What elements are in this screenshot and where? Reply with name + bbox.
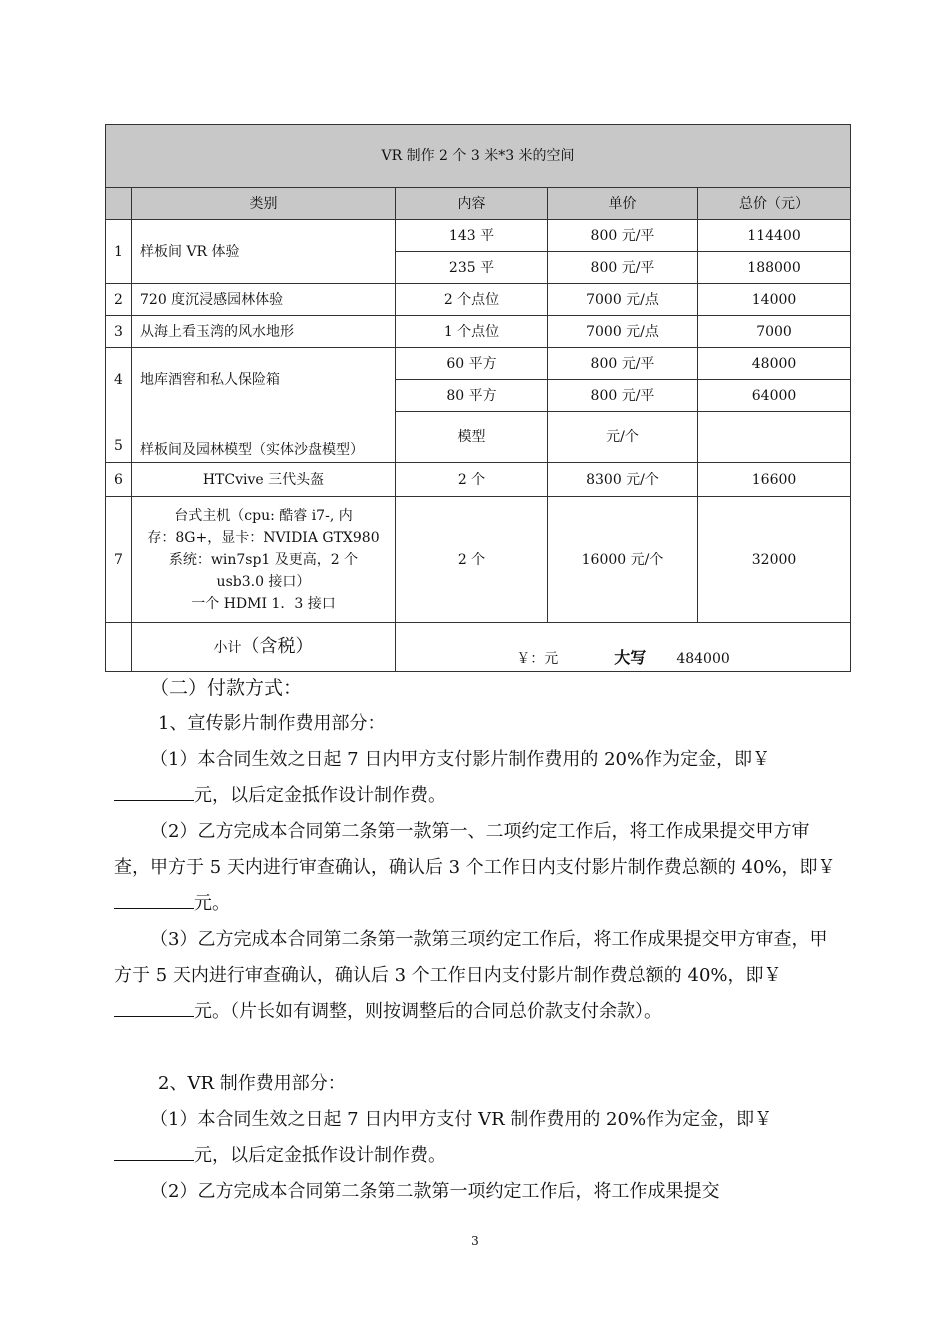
row-content: 2 个 — [396, 463, 548, 497]
row-number: 7 — [106, 497, 132, 623]
payment-heading: （二）付款方式： — [150, 677, 303, 699]
category-line: 存：8G+，显卡：NVIDIA GTX980 — [147, 529, 380, 546]
row-category: 从海上看玉湾的风水地形 — [132, 316, 396, 348]
row-content: 235 平 — [396, 252, 548, 284]
row-category: HTCvive 三代头盔 — [132, 463, 396, 497]
subtotal-value: 484000 — [676, 651, 730, 667]
row-total: 114400 — [698, 220, 851, 252]
header-category: 类别 — [132, 188, 396, 220]
page-number: 3 — [471, 1234, 479, 1248]
row-total: 32000 — [698, 497, 851, 623]
row-category: 地库酒窖和私人保险箱 — [132, 348, 396, 412]
row-number: 3 — [106, 316, 132, 348]
vr-fee-heading: 2、VR 制作费用部分： — [158, 1073, 346, 1094]
row-total: 14000 — [698, 284, 851, 316]
header-unit-price: 单价 — [548, 188, 698, 220]
row-total: 64000 — [698, 380, 851, 412]
category-line: 台式主机（cpu: 酷睿 i7-, 内 — [174, 507, 353, 524]
row-content: 模型 — [396, 412, 548, 463]
subtotal-label — [132, 623, 396, 672]
paragraph-video-2: （2）乙方完成本合同第二条第一款第一、二项约定工作后，将工作成果提交甲方审查，甲方于 5 天内进行审查确认，确认后 3 个工作日内支付影片制作费总额的 40%，即￥元。 — [114, 821, 836, 914]
row-content: 60 平方 — [396, 348, 548, 380]
row-total: 48000 — [698, 348, 851, 380]
category-line: usb3.0 接口） — [216, 573, 311, 590]
header-content: 内容 — [396, 188, 548, 220]
amount-blank[interactable] — [114, 996, 194, 1017]
subtotal-currency: ￥：元 — [516, 651, 559, 667]
row-total — [698, 412, 851, 463]
row-content: 2 个点位 — [396, 284, 548, 316]
subtotal-daxie: 大写 — [614, 648, 647, 667]
category-line: 一个 HDMI 1．3 接口 — [191, 595, 336, 612]
subtotal-blank — [106, 623, 132, 672]
subtotal-label-b: （含税） — [241, 635, 314, 657]
row-total: 16600 — [698, 463, 851, 497]
row-price: 7000 元/点 — [548, 316, 698, 348]
row-price: 7000 元/点 — [548, 284, 698, 316]
row-price: 16000 元/个 — [548, 497, 698, 623]
amount-blank[interactable] — [114, 888, 194, 909]
row-number: 4 — [106, 348, 132, 412]
category-line: 系统：win7sp1 及更高，2 个 — [168, 551, 359, 568]
row-number: 1 — [106, 220, 132, 284]
table-title: VR 制作 2 个 3 米*3 米的空间 — [106, 125, 851, 188]
row-content: 2 个 — [396, 497, 548, 623]
subtotal-amount — [396, 623, 851, 672]
paragraph-video-3: （3）乙方完成本合同第二条第一款第三项约定工作后，将工作成果提交甲方审查，甲方于 5 天内进行审查确认，确认后 3 个工作日内支付影片制作费总额的 40%，即￥元。（片长如有调整，则按调整后的合同总价款支付余款）。 — [114, 929, 828, 1022]
row-price: 8300 元/个 — [548, 463, 698, 497]
row-content: 80 平方 — [396, 380, 548, 412]
row-number: 5 — [106, 412, 132, 463]
row-category-multiline — [132, 497, 396, 623]
row-category: 720 度沉浸感园林体验 — [132, 284, 396, 316]
amount-blank[interactable] — [114, 1140, 194, 1161]
row-price: 800 元/平 — [548, 348, 698, 380]
paragraph-video-1: （1）本合同生效之日起 7 日内甲方支付影片制作费用的 20%作为定金，即￥元，以后定金抵作设计制作费。 — [114, 742, 838, 814]
row-content: 1 个点位 — [396, 316, 548, 348]
amount-blank[interactable] — [114, 780, 194, 801]
header-blank — [106, 188, 132, 220]
row-number: 2 — [106, 284, 132, 316]
row-price: 800 元/平 — [548, 220, 698, 252]
row-total: 188000 — [698, 252, 851, 284]
row-category: 样板间及园林模型（实体沙盘模型） — [132, 412, 396, 463]
row-category: 样板间 VR 体验 — [132, 220, 396, 284]
row-price: 800 元/平 — [548, 380, 698, 412]
row-content: 143 平 — [396, 220, 548, 252]
header-total: 总价（元） — [698, 188, 851, 220]
row-price: 800 元/平 — [548, 252, 698, 284]
row-number: 6 — [106, 463, 132, 497]
video-fee-heading: 1、宣传影片制作费用部分： — [158, 713, 386, 734]
paragraph-vr-2: （2）乙方完成本合同第二条第二款第一项约定工作后，将工作成果提交 — [150, 1181, 720, 1202]
subtotal-label-a: 小计 — [213, 639, 242, 656]
row-total: 7000 — [698, 316, 851, 348]
paragraph-vr-1: （1）本合同生效之日起 7 日内甲方支付 VR 制作费用的 20%作为定金，即￥元，以后定金抵作设计制作费。 — [114, 1102, 838, 1174]
vr-pricing-table — [105, 124, 851, 672]
row-price: 元/个 — [548, 412, 698, 463]
